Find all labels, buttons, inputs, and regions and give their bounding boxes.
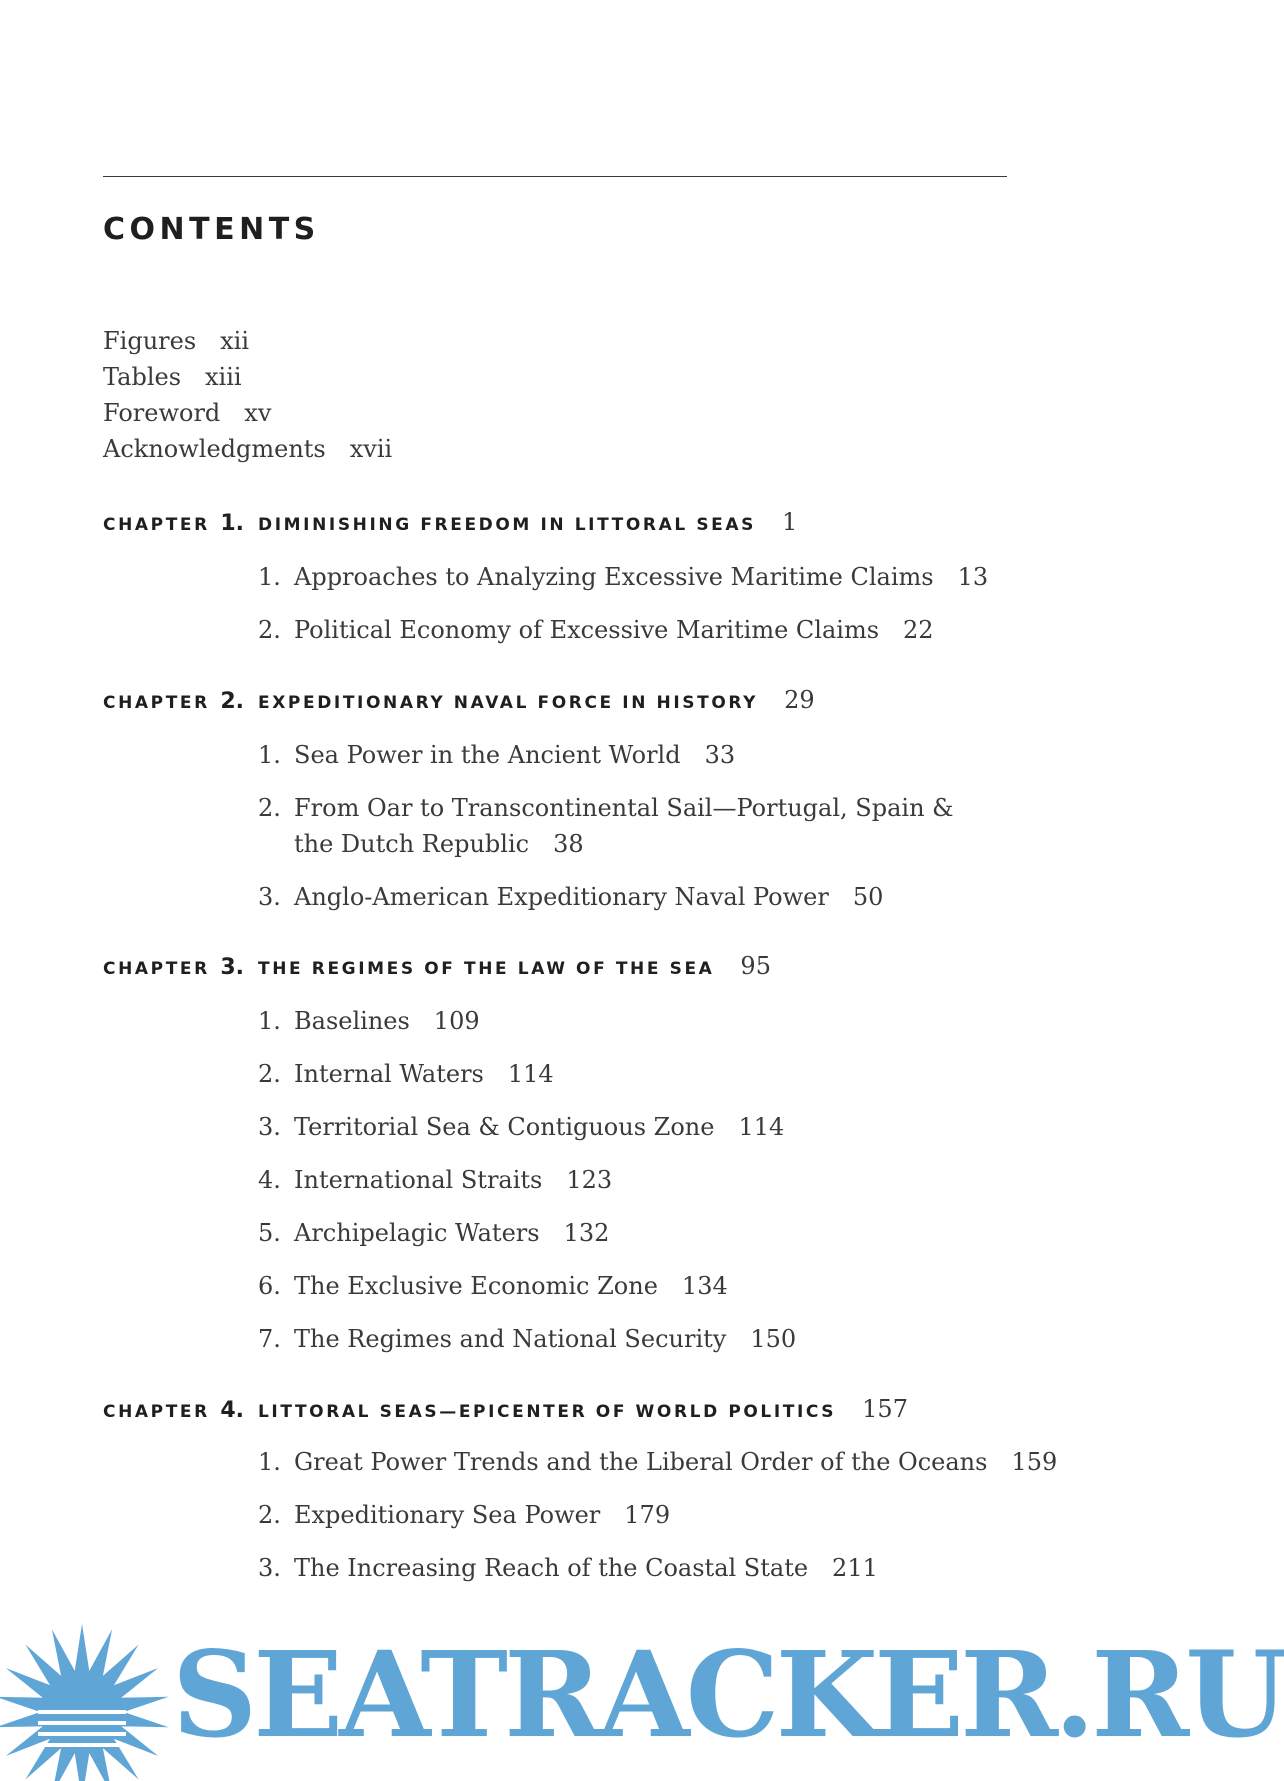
front-matter-title: Tables <box>103 363 182 391</box>
section-number: 1. <box>258 563 281 591</box>
section-title: Territorial Sea & Contiguous Zone <box>294 1113 715 1141</box>
section-title: Internal Waters <box>294 1060 484 1088</box>
section-title: Baselines <box>294 1007 410 1035</box>
section-item <box>258 1321 1018 1357</box>
section-number: 2. <box>258 794 281 822</box>
section-number: 6. <box>258 1272 281 1300</box>
chapter-label: CHAPTER 1. <box>103 511 245 536</box>
front-matter-item <box>103 395 392 431</box>
section-item <box>258 1215 1018 1251</box>
top-rule <box>103 176 1007 177</box>
section-number: 2. <box>258 1501 281 1529</box>
section-title: Approaches to Analyzing Excessive Maritime Claims <box>294 563 934 591</box>
front-matter-title: Foreword <box>103 399 221 427</box>
section-item <box>258 1497 1018 1533</box>
section-title: The Increasing Reach of the Coastal State <box>294 1554 809 1582</box>
chapter-heading <box>103 686 815 714</box>
chapter-page: 157 <box>862 1395 908 1423</box>
section-number: 7. <box>258 1325 281 1353</box>
section-item <box>258 1162 1018 1198</box>
chapter-title: LITTORAL SEAS—EPICENTER OF WORLD POLITICS <box>258 1402 837 1422</box>
section-title: The Exclusive Economic Zone <box>294 1272 658 1300</box>
front-matter-page: xiii <box>205 363 242 391</box>
section-item <box>258 612 1018 648</box>
sun-burst-icon <box>0 1620 170 1781</box>
chapter-heading <box>103 952 771 980</box>
chapter-title: DIMINISHING FREEDOM IN LITTORAL SEAS <box>258 515 756 535</box>
section-page: 132 <box>563 1219 610 1247</box>
page-title: CONTENTS <box>103 212 320 247</box>
section-title: Archipelagic Waters <box>294 1219 540 1247</box>
front-matter-item <box>103 359 392 395</box>
section-number: 1. <box>258 1448 281 1476</box>
section-page: 22 <box>903 616 934 644</box>
section-item <box>258 1003 1018 1039</box>
front-matter-page: xvii <box>349 435 393 463</box>
section-number: 3. <box>258 883 281 911</box>
section-page: 114 <box>507 1060 554 1088</box>
section-item <box>258 1109 1018 1145</box>
watermark-text: SEATRACKER.RU <box>172 1625 1284 1764</box>
section-page: 109 <box>433 1007 480 1035</box>
section-number: 3. <box>258 1113 281 1141</box>
front-matter-item <box>103 431 392 467</box>
section-page: 114 <box>738 1113 785 1141</box>
section-title: Anglo-American Expeditionary Naval Power <box>294 883 829 911</box>
front-matter-list <box>103 323 392 467</box>
section-number: 4. <box>258 1166 281 1194</box>
section-title: Expeditionary Sea Power <box>294 1501 601 1529</box>
section-item <box>258 1444 1058 1480</box>
section-page: 179 <box>624 1501 671 1529</box>
section-page: 50 <box>852 883 884 911</box>
section-page: 211 <box>832 1554 878 1582</box>
section-number: 2. <box>258 1060 281 1088</box>
section-page: 38 <box>553 830 584 858</box>
section-item <box>258 879 1018 915</box>
section-number: 5. <box>258 1219 281 1247</box>
chapter-label: CHAPTER 4. <box>103 1398 245 1423</box>
section-page: 134 <box>681 1272 728 1300</box>
front-matter-page: xii <box>220 327 250 355</box>
section-page: 123 <box>566 1166 613 1194</box>
section-item <box>258 559 1018 595</box>
section-number: 1. <box>258 741 281 769</box>
section-number: 1. <box>258 1007 281 1035</box>
section-title: Great Power Trends and the Liberal Order of the Oceans <box>294 1448 988 1476</box>
section-item <box>258 737 1018 773</box>
section-page: 159 <box>1011 1448 1058 1476</box>
section-page: 13 <box>957 563 989 591</box>
section-item <box>258 790 978 862</box>
front-matter-title: Figures <box>103 327 197 355</box>
section-number: 3. <box>258 1554 281 1582</box>
section-title: From Oar to Transcontinental Sail—Portugal, Spain & the Dutch Republic <box>294 794 954 858</box>
chapter-label: CHAPTER 3. <box>103 955 245 980</box>
chapter-page: 29 <box>784 686 815 714</box>
section-page: 150 <box>750 1325 797 1353</box>
section-item <box>258 1550 1018 1586</box>
section-title: Sea Power in the Ancient World <box>294 741 681 769</box>
section-title: International Straits <box>294 1166 543 1194</box>
chapter-title: EXPEDITIONARY NAVAL FORCE IN HISTORY <box>258 693 759 713</box>
chapter-page: 1 <box>781 508 798 536</box>
front-matter-item <box>103 323 392 359</box>
section-title: Political Economy of Excessive Maritime Claims <box>294 616 880 644</box>
chapter-label: CHAPTER 2. <box>103 689 245 714</box>
front-matter-page: xv <box>244 399 272 427</box>
chapter-heading <box>103 1395 908 1423</box>
front-matter-title: Acknowledgments <box>103 435 326 463</box>
chapter-title: THE REGIMES OF THE LAW OF THE SEA <box>258 959 715 979</box>
chapter-page: 95 <box>740 952 771 980</box>
section-title: The Regimes and National Security <box>294 1325 727 1353</box>
section-item <box>258 1268 1018 1304</box>
section-item <box>258 1056 1018 1092</box>
watermark <box>0 1620 1284 1781</box>
section-page: 33 <box>704 741 736 769</box>
chapter-heading <box>103 508 797 536</box>
section-number: 2. <box>258 616 281 644</box>
